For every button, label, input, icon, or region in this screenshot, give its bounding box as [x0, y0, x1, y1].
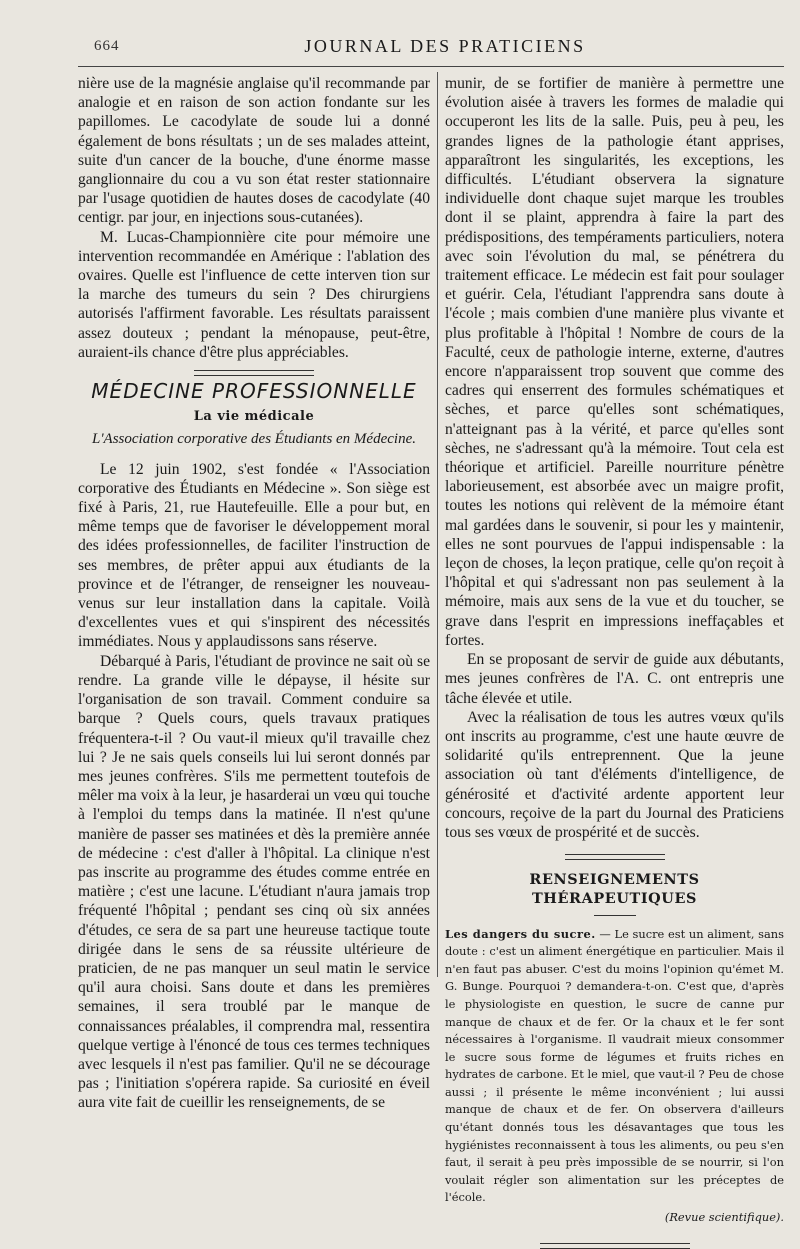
note-paragraph	[445, 926, 784, 1208]
note-body: — Le sucre est un aliment, sans doute : c'est un aliment énergétique en particulier. Mais il n'en faut pas abuser. C'est du moins l'opinion qu'émet M. G. Bunge. Pourquoi ? demandera-t-on. C'est que, d'après le physiologiste en question, le sucre de canne pur manque de chaux et de fer. Or la chaux et le fer sont nécessaires à l'organisme. Il vaudrait mieux consommer le sucre sous forme de légumes et fruits riches en hydrates de carbone. Et le miel, que vaut-il ? Peu de chose aussi ; il présente le même inconvénient ; lui aussi manque de chaux et de fer. On observera d'ailleurs qu'étant donnés tous les désavantages que tous les hygiénistes reconnaissent à tous les aliments, ou peu s'en faut, il serait à peu près impossible de se nourrir, si l'on voulait régler son alimentation sur les préceptes de l'école.	[445, 926, 784, 1205]
continuation-paragraph-2: M. Lucas-Championnière cite pour mémoire une intervention recommandée en Amérique : l'ablation des ovaires. Quelle est l'influence de cette interven tion sur la marche des tumeurs du sein ? Des chirurgiens autorisés l'affirment favorable. Les résultats paraissent assez douteux ; pendant la ménopause, peut-être, auraient-ils chance d'être plus appréciables.	[78, 228, 430, 361]
header-rule	[78, 66, 784, 67]
right-column	[445, 74, 784, 1249]
journal-title: JOURNAL DES PRATICIENS	[304, 36, 586, 56]
article-continuation-paragraph: munir, de se fortifier de manière à permettre une évolution aisée à travers les formes de maladie qui occuperont les lits de la salle. Puis, peu à peu, les grandes lignes de la pathologie étant apprises, apparaîtront les singularités, les exceptions, les difficultés. L'étudiant observera la signature individuelle dont chaque sujet marque les troubles dont il se plaint, apprendra à faire la part des prédispositions, des tempéraments particuliers, notera avec soin l'évolution du mal, se pénétrera du traitement efficace. Le médecin est fait pour soulager et guérir. Cela, l'étudiant l'apprendra sans doute à l'école ; mais combien d'une manière plus vivante et plus profitable à l'hôpital ! Nombre de cours de la Faculté, ceux de pathologie interne, externe, d'autres encore n'apparaissent trop souvent que comme des cadres qui enserrent des formules schématiques et sèches, et parce qu'elles sont schématiques, n'atteignant pas à la vérité, et parce qu'elles sont sèches, ne s'adressant qu'à la mémoire. Tout cela est théorique et artificiel. Pareille nourriture pénètre laborieusement, est absorbée avec un maigre profit, toutes les notions qui relèvent de la mémoire étant mal gardées dans le souvenir, si pour les y maintenir, elles ne sont pourvues de l'appui indispensable : la leçon de choses, la leçon pratique, celle qu'on reçoit à l'hôpital et qui s'adressant non pas seulement à la mémoire, mais aux sens de la vue et du toucher, se grave dans l'esprit en impressions ineffaçables et fortes.	[445, 75, 784, 649]
article-paragraph-2: Débarqué à Paris, l'étudiant de province ne sait où se rendre. La grande ville le dépayse, il hésite sur l'organisation de son travail. Comment conduire sa barque ? Quels cours, quels travaux pratiques fréquentera-t-il ? Ou vaut-il mieux qu'il travaille chez lui ? Je ne sais quels conseils lui lui seront donnés par mes jeunes confrères. S'ils me permettent toutefois de mêler ma voix à la leur, je hasarderai un vœu qui touche à l'emploi du temps dans la matinée. Il n'est qu'une manière de passer ses matinées et dès la première année de médecine : c'est d'aller à l'hôpital. La clinique n'est pas inscrite au programme des études comme entrée en matière ; c'est une lacune. L'étudiant n'aura jamais trop fréquenté l'hôpital ; pendant ses cinq où six années d'études, ce sera de sa part une heureuse tactique toute dirigée dans le sens de sa réussite ultérieure de praticien, de ne pas manquer un seul matin le service qu'il aura choisi. Sans doute et dans les premières semaines, il sera troublé par le manque de connaissances préalables, il comprendra mal, ressentira quelque vertige à l'énoncé de tous ces termes techniques avec lesquels il n'est pas familier. Qu'il ne se décourage pas ; l'initiation s'opérera rapide. Sa curiosité en éveil aura vite fait de cueillir les renseignements, de se	[78, 652, 430, 1112]
left-column	[78, 74, 430, 1113]
short-rule	[594, 915, 636, 916]
column-divider	[437, 72, 438, 977]
end-rule	[540, 1243, 690, 1249]
article-paragraph-1: Le 12 juin 1902, s'est fondée « l'Association corporative des Étudiants en Médecine ». Son siège est fixé à Paris, 21, rue Hautefeuille. Elle a pour but, en même temps que de favoriser le développement moral des idées professionnelles, de faciliter l'instruction de ses membres, de prêter appui aux étudiants de la province et de l'étranger, de renseigner les nouveau-venus sur leur installation dans la capitale. Voilà d'excellentes vues et qui s'inspirent des nécessités immédiates. Nous y applaudissons sans réserve.	[78, 460, 430, 651]
continuation-paragraph-1: nière use de la magnésie anglaise qu'il recommande par analogie et en raison de son action fondante sur les papillomes. Le cacodylate de soude lui a donné également de bons résultats ; un de ses malades atteint, suite d'un cancer de la bouche, d'une énorme masse ganglionnaire du cou a vu son état rester stationnaire par l'usage quotidien de hautes doses de cacodylate (40 centigr. par jour, en injections sous-cutanées).	[78, 75, 430, 227]
note-source: (Revue scientifique).	[664, 1210, 784, 1225]
subsection-title: La vie médicale	[193, 409, 315, 425]
section-rule	[194, 370, 314, 376]
section-title-renseignements: RENSEIGNEMENTS THÉRAPEUTIQUES	[529, 871, 700, 908]
note-lead: Les dangers du sucre.	[445, 926, 596, 941]
therapeutic-note	[445, 926, 784, 1227]
article-paragraph-guide: En se proposant de servir de guide aux débutants, mes jeunes confrères de l'A. C. ont entrepris une tâche élevée et utile.	[445, 651, 784, 707]
section-title-medecine-professionnelle: MÉDECINE PROFESSIONNELLE	[91, 379, 417, 404]
section-rule	[565, 854, 665, 860]
running-head	[0, 36, 800, 60]
page-number: 664	[94, 38, 120, 54]
article-paragraph-closing: Avec la réalisation de tous les autres vœux qu'ils ont inscrits au programme, c'est une haute œuvre de solidarité qu'ils entreprennent. Que la jeune association où tant d'éléments d'intelligence, de générosité et d'activité ardente apportent leur concours, reçoive de la part du Journal des Praticiens tous ses vœux de prospérité et de succès.	[445, 708, 784, 841]
article-title: L'Association corporative des Étudiants en Médecine.	[92, 431, 416, 448]
